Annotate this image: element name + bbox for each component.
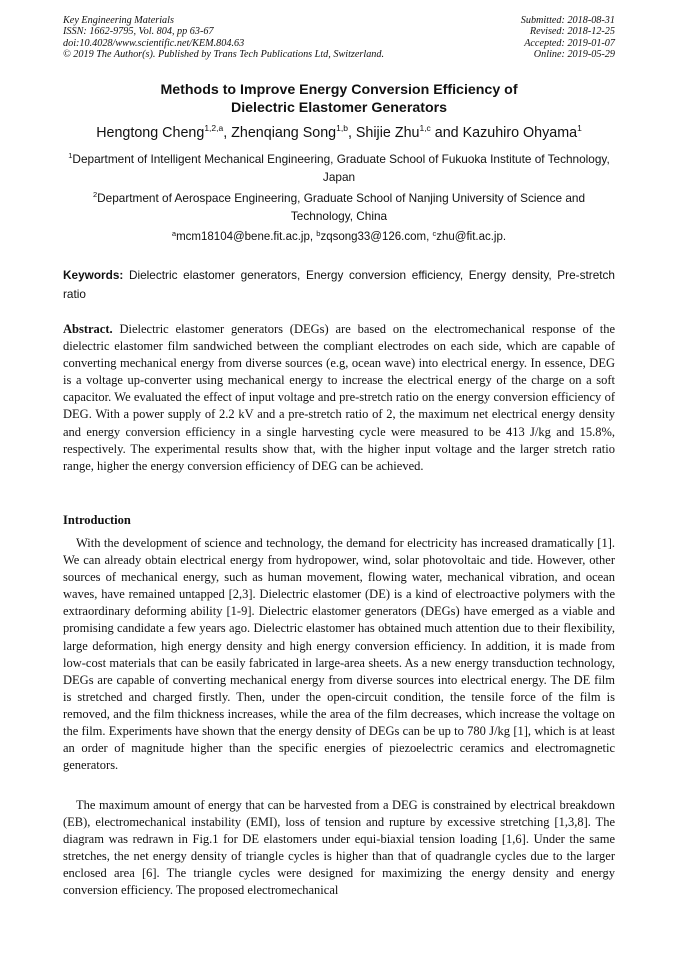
author-affiliation-mark: 1,2,a (204, 123, 224, 133)
email-mark: c (432, 229, 437, 238)
affiliation-text: Department of Intelligent Mechanical Engineering, Graduate School of Fukuoka Institute of Technology, Japan (72, 152, 610, 184)
abstract (63, 321, 615, 475)
date-online: Online: 2019-05-29 (533, 48, 615, 60)
paper-title (63, 82, 615, 117)
author-separator: and (430, 125, 463, 141)
author-name: Shijie Zhu (355, 125, 420, 141)
affiliation-text: Department of Aerospace Engineering, Graduate School of Nanjing University of Science and Technology, China (97, 191, 586, 223)
publication-dates (521, 15, 615, 60)
author-affiliation-mark: 1 (577, 123, 582, 133)
keywords-text: Dielectric elastomer generators, Energy conversion efficiency, Energy density, Pre-stretch ratio (63, 268, 615, 301)
author-name: Hengtong Cheng (96, 125, 205, 141)
journal-issn: ISSN: 1662-9795, Vol. 804, pp 63-67 (63, 26, 214, 38)
title-line-1: Methods to Improve Energy Conversion Efficiency of (160, 82, 518, 98)
email-link[interactable]: zqsong33@126.com (320, 231, 427, 243)
affiliation-1 (63, 151, 615, 186)
author-name: Zhenqiang Song (231, 125, 337, 141)
author-emails (63, 229, 615, 245)
affiliation-mark: 2 (92, 190, 98, 199)
email-separator: , (426, 231, 433, 243)
author-affiliation-mark: 1,b (336, 123, 348, 133)
affiliation-mark: 1 (68, 151, 73, 160)
author-list (40, 124, 638, 142)
email-separator: , (309, 231, 317, 243)
email-link[interactable]: zhu@fit.ac.jp. (436, 231, 507, 243)
body-paragraph: The maximum amount of energy that can be harvested from a DEG is constrained by electrical breakdown (EB), electromechanical instability (EMI), loss of tension and rupture by excessive stretching [1,3,8]. The diagram was redrawn in Fig.1 for DE elastomers under equi-biaxial tension loading [1,6]. Under the same stretches, the net energy density of triangle cycles is higher than that of quadrangle cycles due to the larger enclosed area [6]. The triangle cycles were designed for maximizing the energy density and energy conversion efficiency. The proposed electromechanical (63, 798, 615, 898)
date-accepted: Accepted: 2019-01-07 (524, 37, 615, 49)
title-line-2: Dielectric Elastomer Generators (230, 99, 448, 116)
abstract-label: Abstract. (63, 322, 113, 336)
keywords (63, 266, 615, 303)
author-name: Kazuhiro Ohyama (462, 125, 578, 141)
email-mark: a (171, 229, 177, 238)
author-affiliation-mark: 1,c (419, 123, 431, 133)
email-mark: b (316, 229, 321, 238)
email-link[interactable]: mcm18104@bene.fit.ac.jp (176, 231, 310, 243)
journal-info (63, 15, 384, 60)
author-separator: , (347, 125, 356, 141)
affiliation-2 (63, 190, 615, 225)
body-paragraph: With the development of science and technology, the demand for electricity has increased dramatically [1]. We can already obtain electrical energy from hydropower, wind, solar photovoltaic and tide. However, other sources of mechanical energy, such as human movement, flowing water, mechanical vibration, and ocean waves, have remained untapped [2,3]. Dielectric elastomer (DE) is a kind of electroactive polymers with the extraordinary deforming ability [1-9]. Dielectric elastomer generators (DEGs) have emerged as a viable and promising candidate a few years ago. Dielectric elastomer has obtained much attention due to their flexibility, large deformation, high energy density and high energy conversion efficiency. In addition, it is made from low-cost materials that can be easily fabricated in large-area sheets. As a new energy transduction technology, DEGs are capable of converting mechanical energy from diverse sources into electrical energy. The DE film is stretched and charged firstly. Then, under the open-circuit condition, the tensile force of the film is removed, and the film thickness increases, while the area of the film decreases, which increase the voltage on the film. Experiments have shown that the energy density of DEGs can be up to 780 J/kg [1], which is at least an order of magnitude higher than the specific energies of piezoelectric ceramics and electromagnetic generators. (63, 536, 615, 773)
journal-doi[interactable]: doi:10.4028/www.scientific.net/KEM.804.63 (63, 37, 245, 49)
abstract-text: Dielectric elastomer generators (DEGs) are based on the electromechanical response of the dielectric elastomer film sandwiched between the compliant electrodes on each side, which are capable of converting mechanical energy from diverse sources (e.g, ocean wave) into electrical energy. In essence, DEG is a voltage up-converter using mechanical energy to increase the electrical energy of the charge on a soft capacitor. We evaluated the effect of input voltage and pre-stretch ratio on the energy conversion efficiency of DEG. With a power supply of 2.2 kV and a pre-stretch ratio of 2, the maximum net electrical energy density and energy conversion efficiency in a single harvesting cycle were measured to be 413 J/kg and 15.8%, respectively. The experimental results show that, with the higher input voltage and the larger stretch ratio range, higher the energy conversion efficiency of DEG can be achieved. (63, 322, 615, 473)
journal-name: Key Engineering Materials (63, 15, 174, 26)
section-heading-introduction: Introduction (63, 513, 131, 527)
copyright-notice: © 2019 The Author(s). Published by Trans Tech Publications Ltd, Switzerland. (63, 48, 385, 60)
date-submitted: Submitted: 2018-08-31 (520, 15, 615, 26)
date-revised: Revised: 2018-12-25 (529, 26, 615, 38)
author-separator: , (223, 125, 232, 141)
keywords-label: Keywords: (63, 268, 124, 282)
